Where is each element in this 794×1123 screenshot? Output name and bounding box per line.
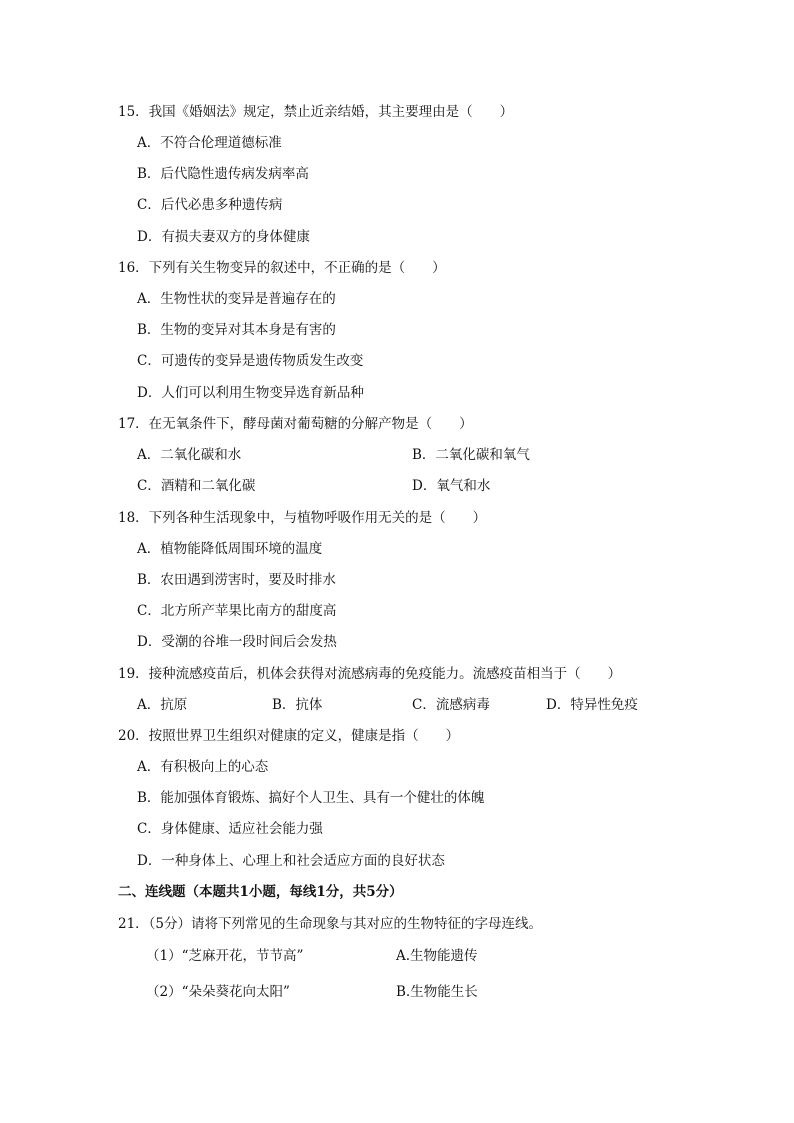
question-17-option-d: D．氧气和水	[412, 478, 491, 494]
question-19-option-d: D．特异性免疫	[546, 697, 638, 713]
question-21-stem: 21．（5分）请将下列常见的生命现象与其对应的生物特征的字母连线。	[118, 916, 543, 932]
question-16-stem: 16．下列有关生物变异的叙述中，不正确的是（ ）	[118, 260, 446, 276]
question-15-option-b: B．后代隐性遗传病发病率高	[137, 166, 309, 182]
section-2-heading: 二、连线题（本题共1小题，每线1分，共5分）	[118, 884, 403, 900]
question-17-stem: 17．在无氧条件下，酵母菌对葡萄糖的分解产物是（ ）	[118, 416, 473, 432]
question-20-stem: 20．按照世界卫生组织对健康的定义，健康是指（ ）	[118, 728, 460, 744]
match-right-item-a: A.生物能遗传	[396, 948, 478, 964]
question-17-option-c: C．酒精和二氧化碳	[137, 478, 256, 494]
question-20-option-a: A．有积极向上的心态	[137, 759, 269, 775]
question-18-option-b: B．农田遇到涝害时，要及时排水	[137, 572, 336, 588]
question-19-option-c: C．流感病毒	[412, 697, 490, 713]
question-19-stem: 19．接种流感疫苗后，机体会获得对流感病毒的免疫能力。流感疫苗相当于（ ）	[118, 666, 622, 682]
question-16-option-a: A．生物性状的变异是普遍存在的	[137, 291, 336, 307]
question-19-option-b: B．抗体	[272, 697, 323, 713]
question-18-option-d: D．受潮的谷堆一段时间后会发热	[137, 634, 337, 650]
question-16-option-c: C．可遗传的变异是遗传物质发生改变	[137, 353, 364, 369]
question-16-option-d: D．人们可以利用生物变异选育新品种	[137, 385, 364, 401]
question-16-option-b: B．生物的变异对其本身是有害的	[137, 322, 336, 338]
question-18-stem: 18．下列各种生活现象中，与植物呼吸作用无关的是（ ）	[118, 510, 487, 526]
question-15-option-c: C．后代必患多种遗传病	[137, 197, 283, 213]
question-15-stem: 15．我国《婚姻法》规定，禁止近亲结婚，其主要理由是（ ）	[118, 104, 514, 120]
match-left-item-2: （2）“朵朵葵花向太阳”	[146, 984, 290, 1000]
question-20-option-c: C．身体健康、适应社会能力强	[137, 821, 323, 837]
question-17-option-b: B．二氧化碳和氧气	[412, 447, 530, 463]
question-18-option-c: C．北方所产苹果比南方的甜度高	[137, 603, 337, 619]
question-20-option-d: D．一种身体上、心理上和社会适应方面的良好状态	[137, 853, 445, 869]
question-17-option-a: A．二氧化碳和水	[137, 447, 242, 463]
question-15-option-a: A．不符合伦理道德标准	[137, 135, 282, 151]
question-15-option-d: D．有损夫妻双方的身体健康	[137, 229, 310, 245]
question-20-option-b: B．能加强体育锻炼、搞好个人卫生、具有一个健壮的体魄	[137, 790, 485, 806]
question-18-option-a: A．植物能降低周围环境的温度	[137, 541, 323, 557]
match-right-item-b: B.生物能生长	[396, 984, 478, 1000]
question-19-option-a: A．抗原	[137, 697, 188, 713]
match-left-item-1: （1）“芝麻开花，节节高”	[146, 948, 304, 964]
